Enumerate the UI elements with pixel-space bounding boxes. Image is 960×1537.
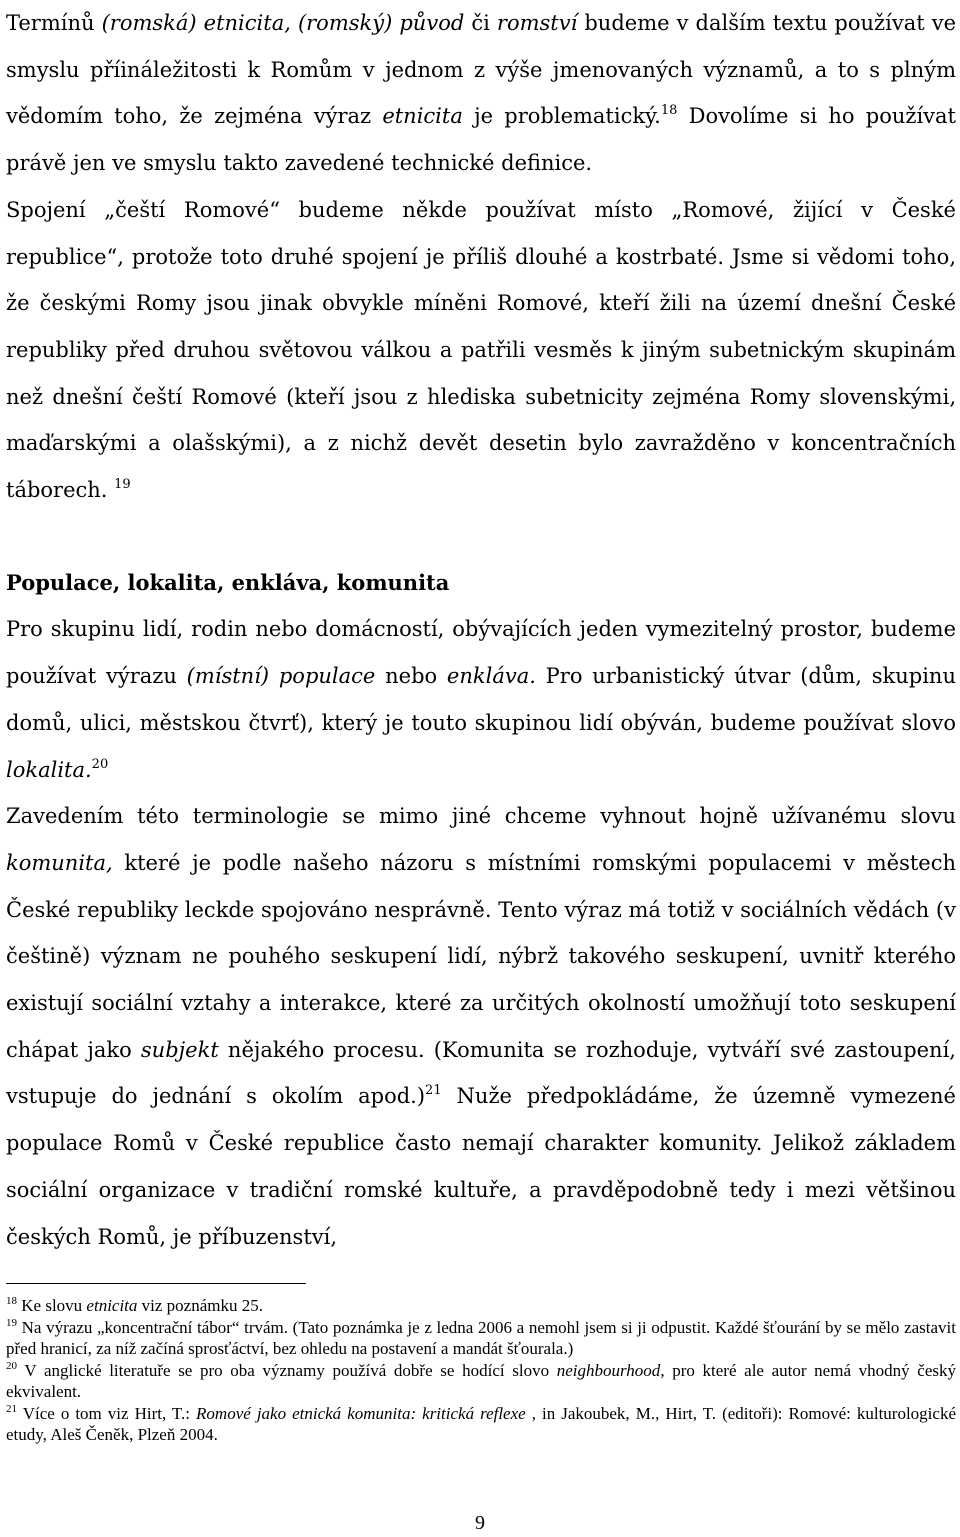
text-run: viz poznámku 25. xyxy=(137,1296,263,1315)
main-text xyxy=(6,0,956,1260)
italic-run: etnicita xyxy=(86,1296,138,1315)
text-run: budeme v dalším textu používat ve smyslu příináležitosti k Romům v jednom z výše jmenovaných významů, a to s plným vědomím toho, že zejména výraz xyxy=(6,11,957,129)
italic-run: lokalita. xyxy=(6,757,92,782)
paragraph-community xyxy=(6,793,956,1260)
text-run: Dovolíme si ho používat právě jen ve smyslu takto zavedené technické definice. xyxy=(6,104,956,176)
footnote-number: 18 xyxy=(6,1295,17,1307)
text-run: , pro které ale autor nemá vhodný český ekvivalent. xyxy=(6,1360,957,1401)
text-run: Nuže předpokládáme, že územně vymezené populace Romů v České republice často nemají charakter komunity. Jelikož základem sociální organizace v tradiční romské kultuře, a pravděpodobně tedy i mezi většinou českých Romů, je příbuzenství, xyxy=(6,1084,956,1249)
text-run: V anglické literatuře se pro oba významy používá dobře se hodící slovo xyxy=(17,1360,557,1380)
text-run: Spojení „čeští Romové“ budeme někde používat místo „Romové, žijící v České republice“, protože toto druhé spojení je příliš dlouhé a kostrbaté. Jsme si vědomi toho, že českými Romy jsou jinak obvykle míněni Romové, kteří žili na území dnešní České republiky před druhou světovou válkou a patřili vesměs k jiným subetnickým skupinám než dnešní čeští Romové (kteří jsou z hlediska subetnicity zejména Romy slovenskými, maďarskými a olašskými), a z nichž devět desetin bylo zavražděno v koncentračních táborech. xyxy=(6,197,956,503)
paragraph-czech-roma xyxy=(6,187,956,514)
text-run: Zavedením této terminologie se mimo jiné chceme vyhnout hojně užívanému slovu xyxy=(6,804,956,829)
italic-run: Romové jako etnická komunita: kritická reflexe xyxy=(196,1403,526,1423)
italic-run: etnicita xyxy=(382,104,463,129)
text-run: Více o tom viz Hirt, T.: xyxy=(17,1403,197,1423)
text-run: Na výrazu „koncentrační tábor“ trvám. (Tato poznámka je z ledna 2006 a nemohl jsem si ji odpustit. Každé šťourání by se mělo zastavit před hranicí, za níž začíná sprosťáctví, bez ohledu na postavení a mandát šťourala.) xyxy=(6,1317,956,1358)
paragraph-terminology xyxy=(6,0,956,187)
italic-run: romství xyxy=(496,11,578,35)
footnote-number: 20 xyxy=(6,1359,17,1372)
footnote-separator xyxy=(6,1283,306,1284)
footnote-number: 21 xyxy=(6,1402,17,1415)
footnote-ref-21[interactable]: 21 xyxy=(425,1083,442,1099)
page-number: 9 xyxy=(475,1512,485,1534)
footnote-21 xyxy=(6,1403,956,1446)
page-body xyxy=(6,0,956,1260)
text-run: Pro skupinu lidí, rodin nebo domácností, obývajících jeden vymezitelný prostor, budeme používat výrazu xyxy=(6,617,956,689)
section-gap xyxy=(6,514,956,560)
italic-run: neighbourhood xyxy=(556,1360,661,1380)
footnote-19 xyxy=(6,1317,956,1360)
text-run: nebo xyxy=(375,664,447,689)
text-run: Ke slovu xyxy=(17,1296,87,1315)
text-run: které je podle našeho názoru s místními romskými populacemi v městech České republiky leckde spojováno nesprávně. Tento výraz má totiž v sociálních vědách (v češtině) význam ne pouhého seskupení lidí, nýbrž takového seskupení, uvnitř kterého existují sociální vztahy a interakce, které za určitých okolností umožňují toto seskupení chápat jako xyxy=(6,850,956,1062)
footnote-ref-20[interactable]: 20 xyxy=(91,756,109,772)
footnotes xyxy=(6,1295,956,1446)
footnote-ref-19[interactable]: 19 xyxy=(114,477,131,493)
italic-run: (místní) populace xyxy=(186,664,376,689)
footnote-number: 19 xyxy=(6,1316,17,1329)
footnote-ref-18[interactable]: 18 xyxy=(660,103,678,119)
text-run: či xyxy=(464,11,497,35)
text-run: nějakého procesu. (Komunita se rozhoduje, vytváří své zastoupení, vstupuje do jednání s okolím apod.) xyxy=(6,1037,956,1109)
text-run: je problematický. xyxy=(462,104,661,129)
italic-run: (romská) etnicita, (romský) původ xyxy=(101,11,465,35)
italic-run: enkláva. xyxy=(446,664,536,689)
footnote-20 xyxy=(6,1360,956,1403)
paragraph-population xyxy=(6,606,956,793)
text-run: , in Jakoubek, M., Hirt, T. (editoři): Romové: kulturologické etudy, Aleš Čeněk, Plzeň 2004. xyxy=(6,1403,956,1444)
text-run: Termínů xyxy=(6,11,102,35)
footnote-18 xyxy=(6,1295,956,1317)
section-heading: Populace, lokalita, enkláva, komunita xyxy=(6,569,450,595)
text-run: Pro urbanistický útvar (dům, skupinu domů, ulici, městskou čtvrť), který je touto skupinou lidí obýván, budeme používat slovo xyxy=(6,664,956,735)
italic-run: subjekt xyxy=(140,1037,219,1062)
italic-run: komunita, xyxy=(6,850,113,875)
